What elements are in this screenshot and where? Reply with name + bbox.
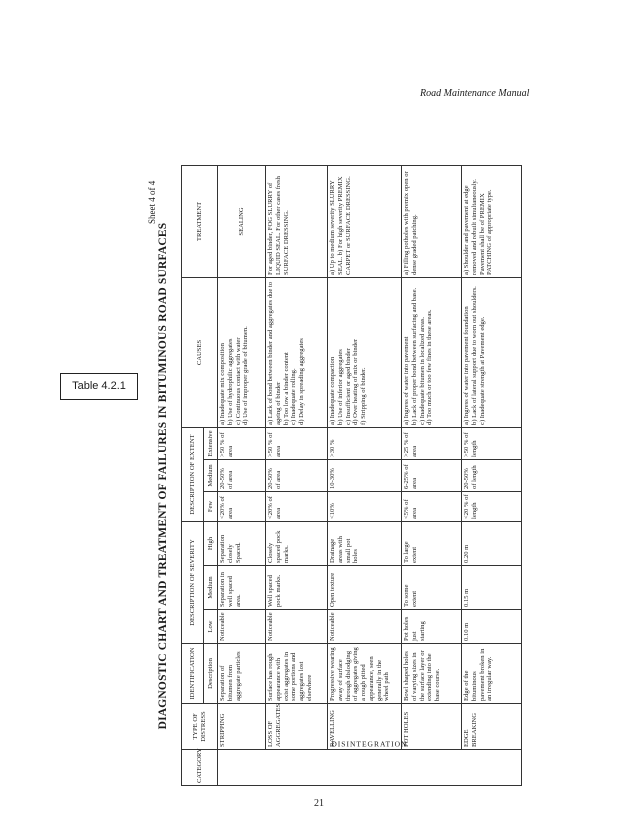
extent-medium: 20-50% of length	[462, 459, 522, 491]
extent-few: <5% of area	[402, 491, 462, 521]
cause-item: a) Inadequate compaction	[329, 356, 336, 425]
cause-item: b) Lack of lateral support due to worn out shoulders.	[470, 286, 478, 425]
cause-item: b) Use of hydrophilic aggregates	[226, 338, 234, 425]
header-medium-extent: Medium	[204, 459, 218, 491]
distress-type: RAVELLING	[328, 704, 402, 750]
header-identification: IDENTIFICATION	[182, 644, 204, 704]
treatment-cell: a) Filling potholes with premix open or dense graded patching.	[402, 165, 462, 277]
cause-item: a) Ingress of water into pavement	[403, 336, 410, 425]
category-label: DISINTEGRATION	[331, 739, 408, 749]
table-title: DIAGNOSTIC CHART AND TREATMENT OF FAILURES IN BITUMINOUS ROAD SURFACES	[157, 222, 169, 730]
distress-description: Progressive wearing away of surface through dislodging of aggregates giving a rough pitted appearance, seen generally in the wheel path	[328, 644, 402, 704]
extent-few: <10%	[328, 491, 402, 521]
treatment-cell: a) Up to medium severity SLURRY SEAL. b) For high severity PREMIX CARPET or SURFACE DRESSING.	[328, 165, 402, 277]
header-low: Low	[204, 610, 218, 644]
table-row	[462, 165, 522, 785]
distress-type: EDGE BREAKING	[462, 704, 522, 750]
distress-description: Bowl shaped holes of varying sizes in the surface layer or extending into the base course.	[402, 644, 462, 704]
cause-item: c) Continuous contact with water	[234, 337, 242, 425]
rotated-table-page	[139, 166, 501, 786]
distress-type: LOSS OF AGGREGATES	[266, 704, 328, 750]
cause-item: a) Lack of bond between binder and aggregates due to ageing of binder	[267, 281, 282, 425]
cause-item: d) Delay in spreading aggregates	[298, 338, 306, 425]
extent-few: <20% of area	[218, 491, 266, 521]
distress-description: Surface has rough appearance with exist aggregates in some portions and aggregates lost elsewhere	[266, 644, 328, 704]
severity-medium: 0.15 m	[462, 566, 522, 610]
extent-extensive: >30 %	[328, 427, 402, 459]
extent-medium: 20-50% of area	[218, 459, 266, 491]
header-extent: DESCRIPTION OF EXTENT	[182, 427, 204, 521]
cause-item: d) Use of improper grade of bitumen.	[242, 326, 250, 425]
cause-item: a) Ingress of water into pavement foundation	[463, 306, 470, 425]
severity-low: Noticeable	[266, 610, 328, 644]
extent-few: <20% of area	[266, 491, 328, 521]
cause-item: f) Stripping of binder.	[360, 367, 368, 425]
header-severity: DESCRIPTION OF SEVERITY	[182, 521, 204, 643]
severity-low: Pot holes just starting	[402, 610, 462, 644]
cause-item: b) Lack of proper bond between surfacing and base.	[410, 287, 418, 425]
treatment-cell: SEALING	[218, 165, 266, 277]
distress-description: Edge of the bituminous pavement broken in an irregular way.	[462, 644, 522, 704]
page-number: 21	[314, 798, 324, 809]
header-causes: CAUSES	[182, 277, 218, 427]
header-description: Description	[204, 644, 218, 704]
table-row	[402, 165, 462, 785]
severity-medium: Separation in well spaced area.	[218, 566, 266, 610]
table-label: Table 4.2.1	[60, 373, 138, 400]
causes-cell	[328, 277, 402, 427]
header-high: High	[204, 521, 218, 565]
severity-low: Noticeable	[328, 610, 402, 644]
sheet-label: Sheet 4 of 4	[147, 180, 157, 224]
severity-medium: Open texture	[328, 566, 402, 610]
extent-extensive: >25 % of area	[402, 427, 462, 459]
cause-item: c) Inadequate rolling.	[290, 368, 298, 425]
header-category: CATEGORY	[182, 750, 218, 786]
severity-low: 0.10 m	[462, 610, 522, 644]
causes-cell	[218, 277, 266, 427]
header-treatment: TREATMENT	[182, 165, 218, 277]
table-row	[328, 165, 402, 785]
cause-item: d) Too much or too few fines in these areas.	[426, 309, 434, 425]
extent-medium: 6-25% of area	[402, 459, 462, 491]
severity-high: To large extent	[402, 521, 462, 565]
cause-item: c) Inadequate bitumen in localized areas.	[418, 316, 426, 425]
extent-extensive: >50 % of length	[462, 427, 522, 459]
table-row	[218, 165, 266, 785]
extent-few: <20 % of length	[462, 491, 522, 521]
header-few: Few	[204, 491, 218, 521]
causes-cell	[402, 277, 462, 427]
header-extensive: Extensive	[204, 427, 218, 459]
distress-type: STRIPPING	[218, 704, 266, 750]
treatment-cell: For aged binder, FOG SLURRY of LIQUID SEAL. For other cases fresh SURFACE DRESSING.	[266, 165, 328, 277]
severity-high: Drainage areas with small pot holes	[328, 521, 402, 565]
cause-item: b) Use of inferior aggregates	[336, 349, 344, 425]
severity-medium: Well spaced pock marks.	[266, 566, 328, 610]
causes-cell	[462, 277, 522, 427]
header-type-of-distress: TYPE OF DISTRESS	[182, 704, 218, 750]
treatment-cell: a) Shoulder and pavement at edge removed and rebuilt simultaneously. Pavement shall be of PREMIX PATCHING of appropriate type.	[462, 165, 522, 277]
cause-item: a) Inadequate mix composition	[219, 343, 226, 425]
extent-extensive: >50 % of area	[218, 427, 266, 459]
extent-medium: 10-30%	[328, 459, 402, 491]
cause-item: c) Inadequate strength at Pavement edge.	[478, 316, 486, 425]
causes-cell	[266, 277, 328, 427]
header-medium: Medium	[204, 566, 218, 610]
distress-type: POT HOLES	[402, 704, 462, 750]
extent-medium: 20-50% of area	[266, 459, 328, 491]
diagnostic-table	[181, 165, 522, 786]
category-cell	[218, 739, 522, 786]
severity-medium: To some extent	[402, 566, 462, 610]
cause-item: c) Insufficient or aged binder	[344, 348, 352, 425]
cause-item: b) Too low a binder content	[282, 352, 290, 425]
severity-low: Noticeable	[218, 610, 266, 644]
cause-item: d) Over heating of mix or binder	[352, 338, 360, 425]
table-row	[266, 165, 328, 785]
extent-extensive: >50 % of area	[266, 427, 328, 459]
running-header: Road Maintenance Manual	[420, 88, 530, 99]
severity-high: 0.20 m	[462, 521, 522, 565]
distress-description: Separation of bitumen from aggregate particles	[218, 644, 266, 704]
severity-high: Separation closely Spaced.	[218, 521, 266, 565]
severity-high: Closely spaced pock marks.	[266, 521, 328, 565]
